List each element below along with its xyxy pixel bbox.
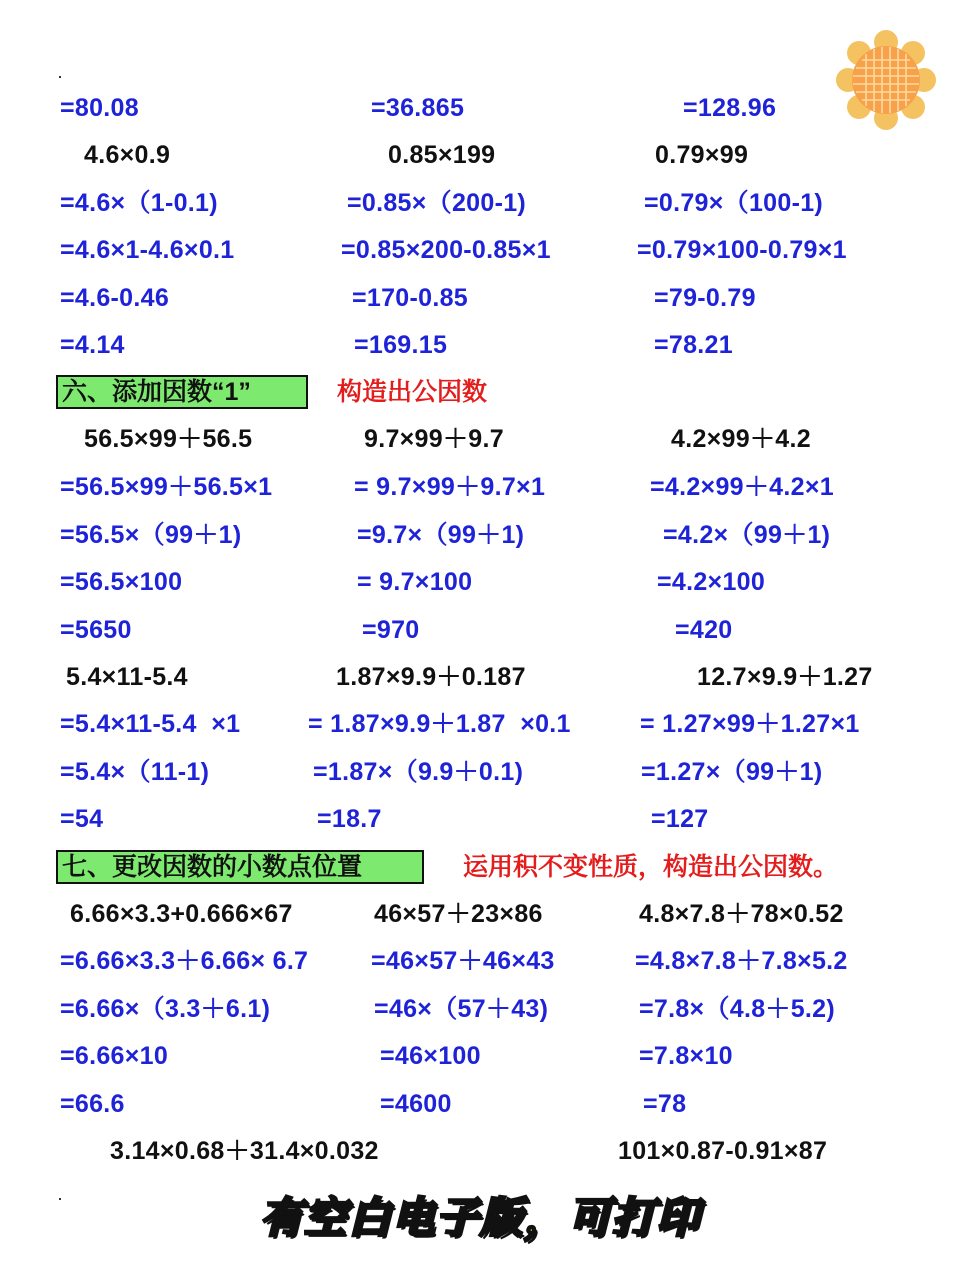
- math-line: =7.8×10: [639, 1042, 733, 1070]
- math-line: =4.6×（1-0.1): [60, 189, 218, 217]
- math-line: = 1.87×9.9＋1.87 ×0.1: [308, 710, 571, 738]
- math-line: 4.6×0.9: [84, 141, 171, 169]
- math-line: =1.87×（9.9＋0.1): [313, 758, 524, 786]
- math-line: 46×57＋23×86: [374, 900, 543, 928]
- math-line: 4.8×7.8＋78×0.52: [639, 900, 844, 928]
- math-line: =9.7×（99＋1): [357, 521, 525, 549]
- math-line: =0.79×100-0.79×1: [637, 236, 847, 264]
- math-line: =5.4×11-5.4 ×1: [60, 710, 241, 738]
- math-line: 12.7×9.9＋1.27: [697, 663, 873, 691]
- math-line: =54: [60, 805, 104, 833]
- math-line: =80.08: [60, 94, 139, 122]
- math-line: =4.2×99＋4.2×1: [650, 473, 834, 501]
- math-line: =4.6-0.46: [60, 284, 170, 312]
- math-line: =127: [651, 805, 709, 833]
- math-line: =170-0.85: [352, 284, 468, 312]
- math-line: = 1.27×99＋1.27×1: [640, 710, 860, 738]
- math-line: =420: [675, 616, 733, 644]
- math-line: 0.85×199: [388, 141, 496, 169]
- math-line: =4.14: [60, 331, 125, 359]
- sun-icon: [836, 30, 936, 130]
- math-line: 5.4×11-5.4: [66, 663, 188, 691]
- math-line: =5650: [60, 616, 132, 644]
- math-line: 56.5×99＋56.5: [84, 425, 253, 453]
- math-line: = 9.7×100: [357, 568, 473, 596]
- math-line: =6.66×10: [60, 1042, 169, 1070]
- math-line: =7.8×（4.8＋5.2): [639, 995, 835, 1023]
- math-line: =0.79×（100-1): [644, 189, 824, 217]
- math-line: =56.5×（99＋1): [60, 521, 242, 549]
- section-note: 运用积不变性质，构造出公因数。: [463, 853, 839, 881]
- math-line: =56.5×99＋56.5×1: [60, 473, 273, 501]
- math-line: =79-0.79: [654, 284, 756, 312]
- math-line: =46×57＋46×43: [371, 947, 555, 975]
- math-line: =78: [643, 1090, 687, 1118]
- math-line: =66.6: [60, 1090, 125, 1118]
- math-line: 3.14×0.68＋31.4×0.032: [110, 1137, 379, 1165]
- math-line: 1.87×9.9＋0.187: [336, 663, 526, 691]
- math-line: 9.7×99＋9.7: [364, 425, 504, 453]
- promo-banner: 有空白电子版，可打印: [259, 1193, 700, 1242]
- math-line: =46×100: [380, 1042, 481, 1070]
- math-line: = 9.7×99＋9.7×1: [354, 473, 546, 501]
- math-line: =78.21: [654, 331, 733, 359]
- math-line: =4.8×7.8＋7.8×5.2: [635, 947, 848, 975]
- section-title: 七、更改因数的小数点位置: [56, 850, 424, 884]
- section-title: 六、添加因数“1”: [56, 375, 308, 409]
- math-line: =169.15: [354, 331, 448, 359]
- math-line: =4.2×100: [657, 568, 766, 596]
- math-line: =46×（57＋43): [374, 995, 549, 1023]
- math-line: 101×0.87-0.91×87: [618, 1137, 828, 1165]
- math-line: =128.96: [683, 94, 777, 122]
- math-line: =4.2×（99＋1): [663, 521, 831, 549]
- math-line: =0.85×（200-1): [347, 189, 527, 217]
- math-line: 6.66×3.3+0.666×67: [70, 900, 293, 928]
- math-line: =56.5×100: [60, 568, 183, 596]
- decorative-dot: [59, 76, 61, 78]
- math-line: =4.6×1-4.6×0.1: [60, 236, 235, 264]
- math-line: =970: [362, 616, 420, 644]
- math-line: 4.2×99＋4.2: [671, 425, 811, 453]
- math-line: =5.4×（11-1): [60, 758, 210, 786]
- math-line: =6.66×3.3＋6.66× 6.7: [60, 947, 309, 975]
- math-line: =36.865: [371, 94, 465, 122]
- math-line: 0.79×99: [655, 141, 749, 169]
- math-line: =4600: [380, 1090, 452, 1118]
- math-line: =0.85×200-0.85×1: [341, 236, 551, 264]
- math-line: =18.7: [317, 805, 382, 833]
- math-line: =1.27×（99＋1): [641, 758, 823, 786]
- math-line: =6.66×（3.3＋6.1): [60, 995, 271, 1023]
- section-note: 构造出公因数: [337, 378, 488, 406]
